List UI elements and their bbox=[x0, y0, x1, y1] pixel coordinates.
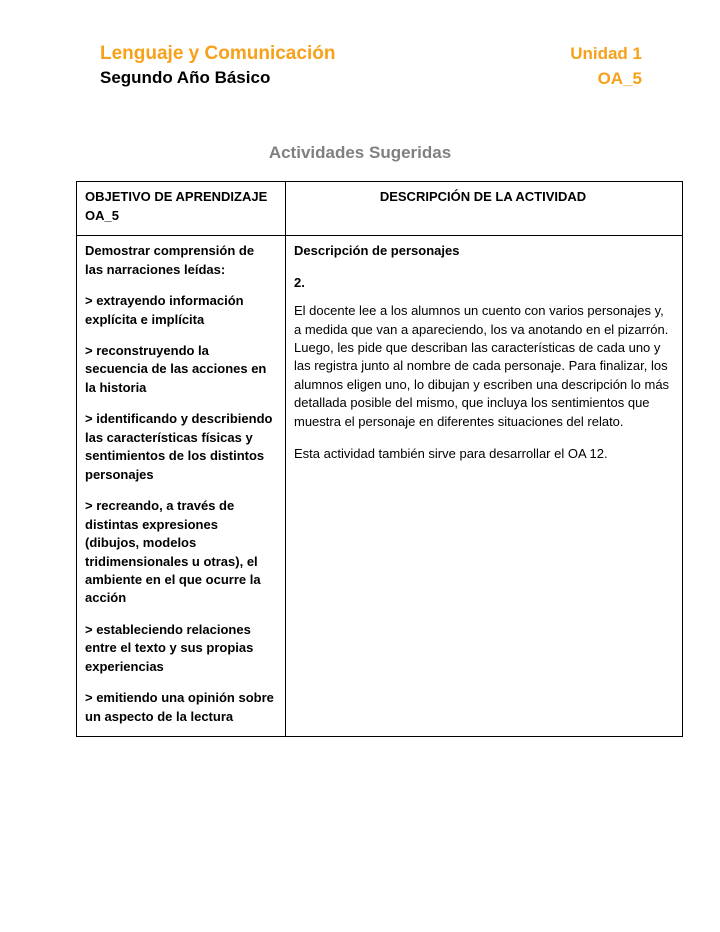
objective-item: > reconstruyendo la secuencia de las acciones en la historia bbox=[85, 343, 267, 395]
activity-number: 2. bbox=[294, 274, 305, 290]
activity-table bbox=[76, 181, 683, 737]
page-heading: Actividades Sugeridas bbox=[268, 143, 452, 163]
objective-item: > emitiendo una opinión sobre un aspecto de la lectura bbox=[85, 690, 274, 724]
objective-item: > extrayendo información explícita e implícita bbox=[85, 293, 244, 327]
activity-title: Descripción de personajes bbox=[294, 243, 460, 259]
description-column-header: DESCRIPCIÓN DE LA ACTIVIDAD bbox=[286, 182, 683, 236]
objective-item: > identificando y describiendo las características físicas y sentimientos de los distintos personajes bbox=[85, 411, 273, 482]
document-header bbox=[0, 0, 720, 91]
activity-note: Esta actividad también sirve para desarrollar el OA 12. bbox=[294, 446, 608, 462]
objective-cell bbox=[77, 236, 286, 737]
header-right-block bbox=[570, 42, 642, 91]
objective-column-header: OBJETIVO DE APRENDIZAJE OA_5 bbox=[77, 182, 286, 236]
activity-body-text: El docente lee a los alumnos un cuento con varios personajes y, a medida que van a apareciendo, los va anotando en el pizarrón. Luego, les pide que describan las características de cada uno y las registra junto al nombre de cada personaje. Para finalizar, los alumnos eligen uno, lo dibujan y escriben una descripción lo más detallada posible del mismo, que incluya los sentimientos que muestra el personaje en diferentes situaciones del relato. bbox=[294, 303, 670, 429]
objective-intro: Demostrar comprensión de las narraciones leídas: bbox=[85, 243, 255, 277]
objective-item: > recreando, a través de distintas expresiones (dibujos, modelos tridimensionales u otras), el ambiente en el que ocurre la acción bbox=[85, 498, 261, 606]
header-left-block bbox=[100, 42, 335, 90]
oa-label: OA_5 bbox=[597, 68, 642, 88]
grade-subtitle: Segundo Año Básico bbox=[100, 67, 271, 87]
subject-title: Lenguaje y Comunicación bbox=[100, 43, 336, 64]
objective-item: > estableciendo relaciones entre el texto y sus propias experiencias bbox=[85, 621, 254, 674]
unit-label: Unidad 1 bbox=[570, 44, 642, 63]
description-cell bbox=[286, 236, 683, 737]
table-body-row bbox=[77, 236, 683, 737]
table-header-row bbox=[77, 182, 683, 236]
